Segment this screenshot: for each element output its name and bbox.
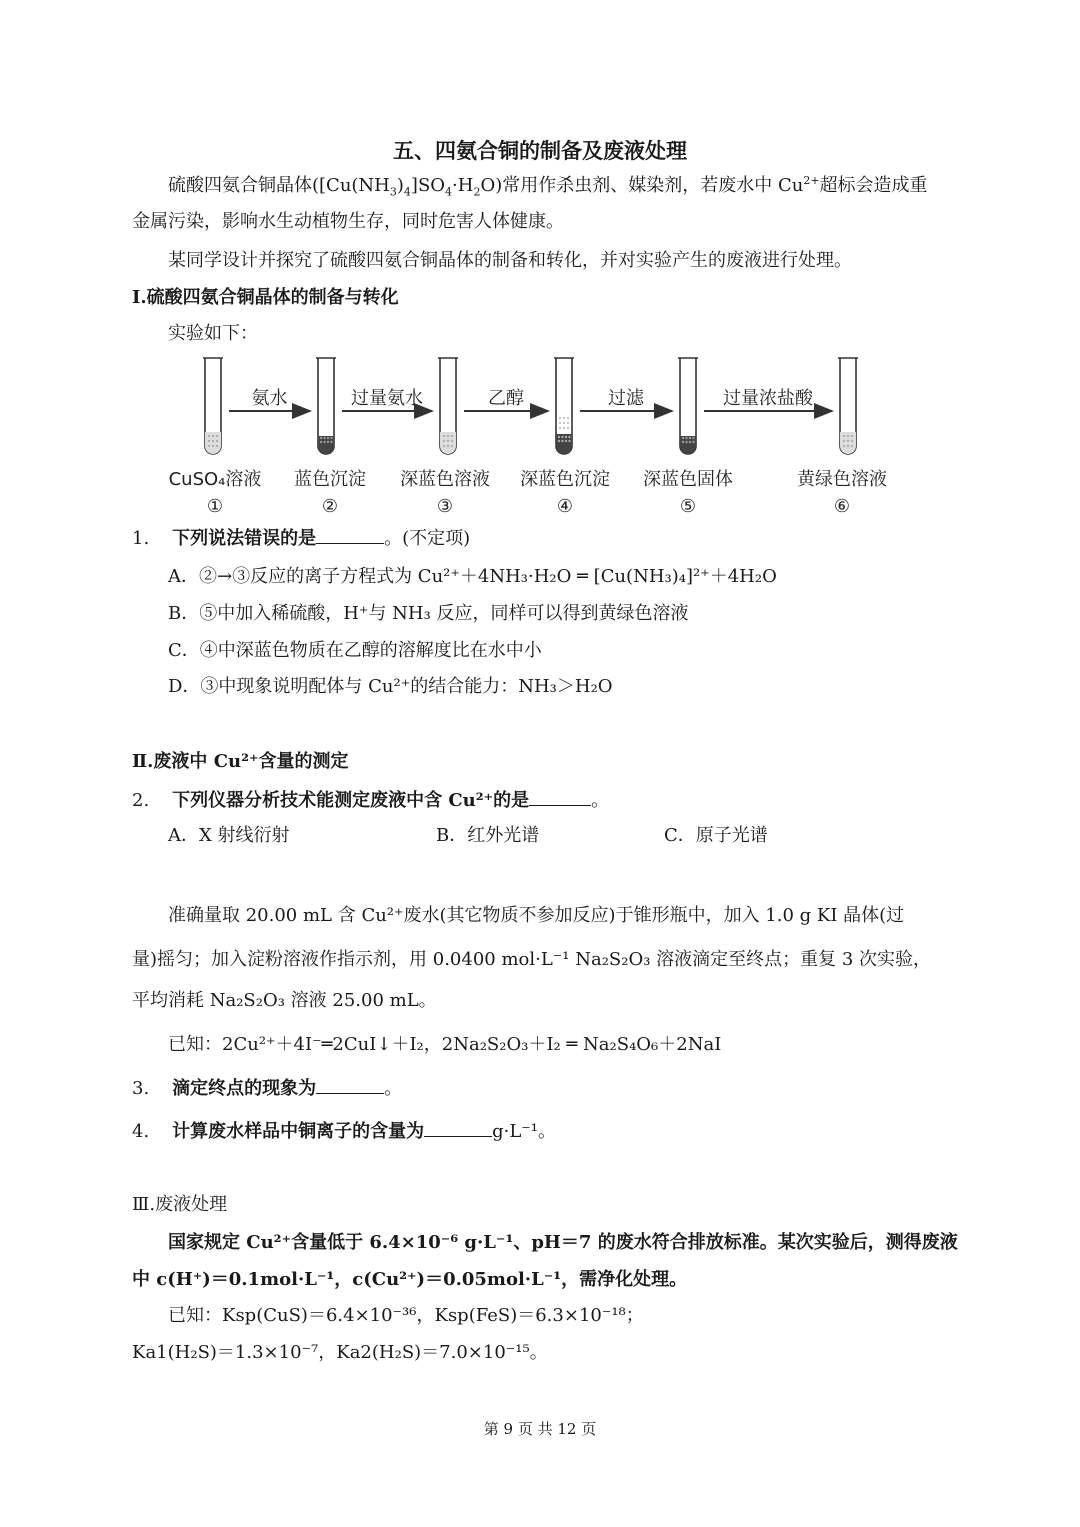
- q4-answer-blank[interactable]: [424, 1120, 492, 1137]
- arrow-label-5: 过量浓盐酸: [723, 388, 813, 409]
- tube-label-4: 深蓝色沉淀: [520, 469, 610, 490]
- q2-option-b: B．红外光谱: [436, 825, 540, 846]
- section3-line-4: Ka1(H₂S)＝1.3×10⁻⁷，Ka2(H₂S)＝7.0×10⁻¹⁵。: [132, 1342, 548, 1363]
- section3-line-3: 已知：Ksp(CuS)＝6.4×10⁻³⁶，Ksp(FeS)＝6.3×10⁻¹⁸；: [168, 1305, 644, 1326]
- tube-label-2: 蓝色沉淀: [294, 469, 366, 490]
- section1-heading: Ⅰ.硫酸四氨合铜晶体的制备与转化: [132, 287, 399, 308]
- tube-number-1: ①: [206, 496, 224, 517]
- tube-label-3: 深蓝色溶液: [400, 469, 490, 490]
- test-tube-4: [554, 358, 574, 454]
- q2-option-c: C．原子光谱: [664, 825, 768, 846]
- arrow-label-4: 过滤: [608, 388, 644, 409]
- arrow-label-1: 氨水: [251, 388, 288, 409]
- q2-answer-blank[interactable]: [529, 789, 591, 806]
- section3-heading: Ⅲ.废液处理: [132, 1194, 228, 1215]
- q4-stem: 4. 计算废水样品中铜离子的含量为 g·L⁻¹。: [132, 1121, 556, 1142]
- test-tube-1: [203, 358, 223, 454]
- tube-label-1: CuSO₄溶液: [168, 469, 262, 490]
- test-tube-3: [438, 358, 458, 454]
- q1-option-d: D．③中现象说明配体与 Cu²⁺的结合能力：NH₃＞H₂O: [168, 676, 613, 697]
- test-tube-2: [316, 358, 336, 454]
- tube-number-3: ③: [436, 496, 454, 517]
- intro-line-3: 某同学设计并探究了硫酸四氨合铜晶体的制备和转化，并对实验产生的废液进行处理。: [168, 250, 852, 271]
- section3-line-1: 国家规定 Cu²⁺含量低于 6.4×10⁻⁶ g·L⁻¹、pH＝7 的废水符合排放标准。某次实验后，测得废液: [168, 1232, 958, 1253]
- tube-number-2: ②: [321, 496, 339, 517]
- test-tube-6: [838, 358, 858, 454]
- titration-line-2: 量)摇匀；加入淀粉溶液作指示剂，用 0.0400 mol·L⁻¹ Na₂S₂O₃ 溶液滴定至终点；重复 3 次实验，: [132, 949, 932, 970]
- arrow-label-3: 乙醇: [488, 388, 524, 409]
- section1-lead: 实验如下：: [168, 323, 258, 344]
- intro-line-2: 金属污染，影响水生动植物生存，同时危害人体健康。: [132, 211, 564, 232]
- q3-answer-blank[interactable]: [316, 1077, 384, 1094]
- q1-answer-blank[interactable]: [316, 527, 384, 544]
- titration-line-1: 准确量取 20.00 mL 含 Cu²⁺废水(其它物质不参加反应)于锥形瓶中，加入 1.0 g KI 晶体(过: [168, 905, 905, 926]
- q2-option-a: A．X 射线衍射: [168, 825, 290, 846]
- known-reactions: 已知：2Cu²⁺＋4I⁻═2CuI↓＋I₂，2Na₂S₂O₃＋I₂ ═ Na₂S₄O₆＋2NaI: [168, 1034, 722, 1055]
- q1-option-b: B．⑤中加入稀硫酸，H⁺与 NH₃ 反应，同样可以得到黄绿色溶液: [168, 603, 689, 624]
- tube-label-5: 深蓝色固体: [643, 469, 733, 490]
- page-footer: 第 9 页 共 12 页: [483, 1420, 597, 1438]
- section2-heading: Ⅱ.废液中 Cu²⁺含量的测定: [132, 751, 349, 772]
- q3-stem: 3. 滴定终点的现象为 。: [132, 1078, 403, 1099]
- tube-number-4: ④: [556, 496, 574, 517]
- tube-number-5: ⑤: [679, 496, 697, 517]
- page-title: 五、四氨合铜的制备及废液处理: [393, 138, 687, 163]
- q1-stem: 1. 下列说法错误的是 。(不定项): [132, 528, 471, 549]
- intro-line-1: 硫酸四氨合铜晶体$([Cu(NH_3)_4]SO_4\cdot H_2O)$常用作杀虫剂、媒染剂，若废水中 $Cu^{2+}$超标会造成重: [168, 174, 928, 199]
- q1-option-c: C．④中深蓝色物质在乙醇的溶解度比在水中小: [168, 640, 542, 661]
- tube-number-6: ⑥: [833, 496, 851, 517]
- experiment-diagram: [160, 352, 920, 522]
- test-tube-5: [678, 358, 698, 454]
- q2-stem: 2. 下列仪器分析技术能测定废液中含 Cu²⁺的是 。: [132, 790, 610, 811]
- section3-line-2: 中 c(H⁺)＝0.1mol·L⁻¹，c(Cu²⁺)＝0.05mol·L⁻¹，需净化处理。: [132, 1269, 688, 1290]
- tube-label-6: 黄绿色溶液: [797, 469, 887, 490]
- arrow-label-2: 过量氨水: [351, 388, 423, 409]
- q1-option-a: A．②→③反应的离子方程式为 Cu²⁺＋4NH₃·H₂O ═ [Cu(NH₃)₄]²⁺＋4H₂O: [168, 566, 777, 587]
- titration-line-3: 平均消耗 Na₂S₂O₃ 溶液 25.00 mL。: [132, 990, 437, 1011]
